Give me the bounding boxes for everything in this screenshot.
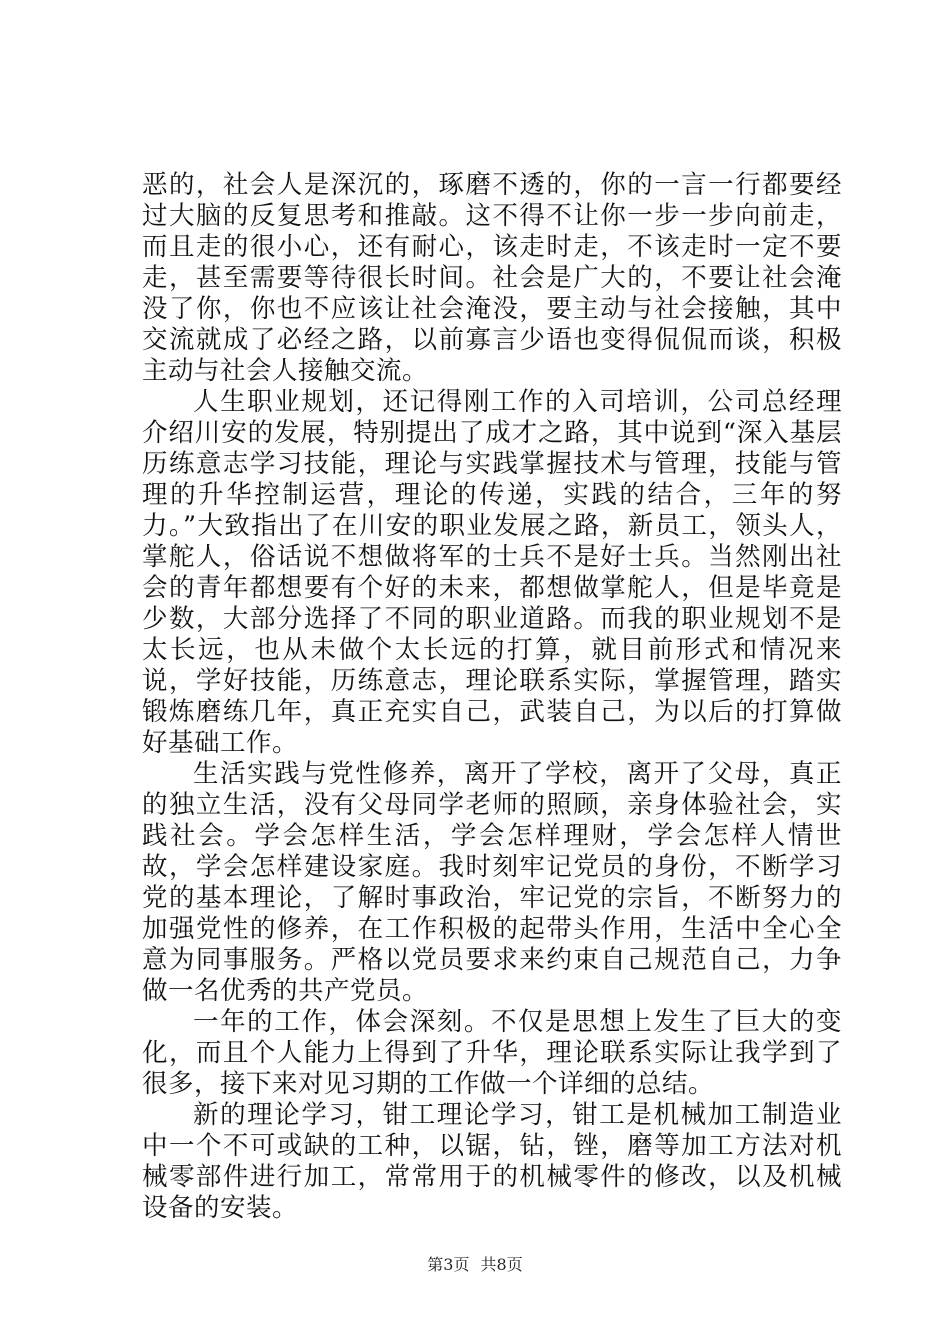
page-footer bbox=[0, 1252, 950, 1275]
total-pages: 共8页 bbox=[480, 1255, 523, 1274]
page-number: 第3页 bbox=[427, 1255, 470, 1274]
paragraph-4: 一年的工作，体会深刻。不仅是思想上发生了巨大的变化，而且个人能力上得到了升华，理论联系实际让我学到了很多，接下来对见习期的工作做一个详细的总结。 bbox=[142, 1007, 842, 1099]
document-body bbox=[142, 170, 842, 1224]
paragraph-1: 恶的，社会人是深沉的，琢磨不透的，你的一言一行都要经过大脑的反复思考和推敲。这不得不让你一步一步向前走，而且走的很小心，还有耐心，该走时走，不该走时一定不要走，甚至需要等待很长时间。社会是广大的，不要让社会淹没了你，你也不应该让社会淹没，要主动与社会接触，其中交流就成了必经之路，以前寡言少语也变得侃侃而谈，积极主动与社会人接触交流。 bbox=[142, 170, 842, 386]
paragraph-5: 新的理论学习，钳工理论学习，钳工是机械加工制造业中一个不可或缺的工种，以锯，钻，锉，磨等加工方法对机械零部件进行加工，常常用于的机械零件的修改，以及机械设备的安装。 bbox=[142, 1100, 842, 1223]
paragraph-2: 人生职业规划，还记得刚工作的入司培训，公司总经理介绍川安的发展，特别提出了成才之路，其中说到“深入基层历练意志学习技能，理论与实践掌握技术与管理，技能与管理的升华控制运营，理论的传递，实践的结合，三年的努力。”大致指出了在川安的职业发展之路，新员工，领头人，掌舵人，俗话说不想做将军的士兵不是好士兵。当然刚出社会的青年都想要有个好的未来，都想做掌舵人，但是毕竟是少数，大部分选择了不同的职业道路。而我的职业规划不是太长远，也从未做个太长远的打算，就目前形式和情况来说，学好技能，历练意志，理论联系实际，掌握管理，踏实锻炼磨练几年，真正充实自己，武装自己，为以后的打算做好基础工作。 bbox=[142, 387, 842, 758]
paragraph-3: 生活实践与党性修养，离开了学校，离开了父母，真正的独立生活，没有父母同学老师的照顾，亲身体验社会，实践社会。学会怎样生活，学会怎样理财，学会怎样人情世故，学会怎样建设家庭。我时刻牢记党员的身份，不断学习党的基本理论，了解时事政治，牢记党的宗旨，不断努力的加强党性的修养，在工作积极的起带头作用，生活中全心全意为同事服务。严格以党员要求来约束自己规范自己，力争做一名优秀的共产党员。 bbox=[142, 759, 842, 1006]
